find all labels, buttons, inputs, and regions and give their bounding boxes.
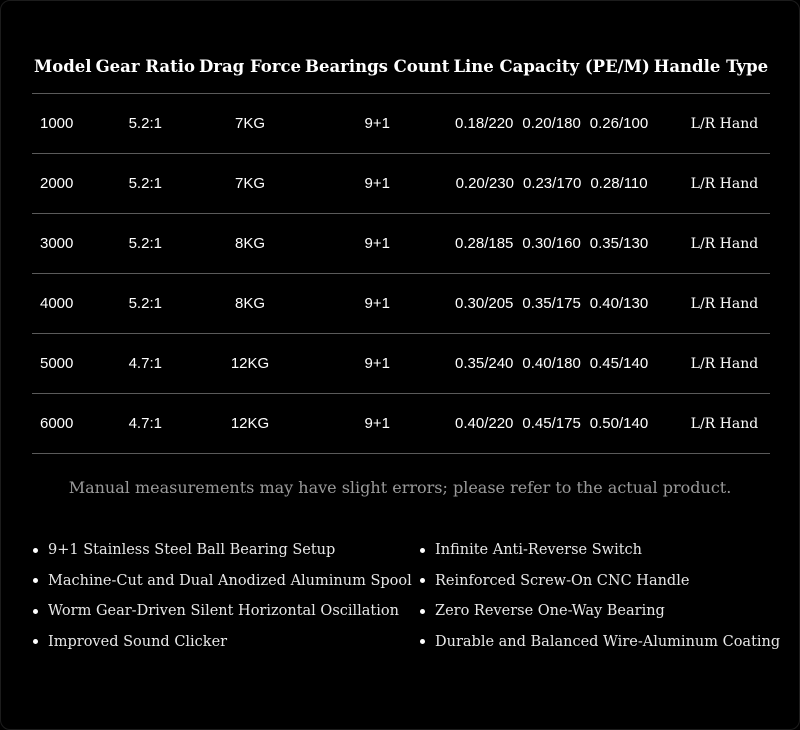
- cell-gear-ratio: 5.2:1: [94, 274, 197, 334]
- feature-text: Worm Gear-Driven Silent Horizontal Oscillation: [48, 603, 399, 620]
- cell-bearings: 9+1: [303, 274, 451, 334]
- cell-line-capacity: [451, 214, 651, 274]
- cell-bearings: 9+1: [303, 334, 451, 394]
- line-capacity-value: 0.50/140: [589, 415, 649, 432]
- feature-item: [420, 632, 780, 653]
- feature-item: [33, 632, 420, 653]
- table-row: [32, 154, 770, 214]
- line-capacity-value: 0.18/220: [455, 115, 514, 132]
- table-row: [32, 334, 770, 394]
- cell-line-capacity: [451, 334, 651, 394]
- header-bearings-count: Bearings Count: [303, 40, 451, 94]
- cell-handle-type: L/R Hand: [652, 94, 770, 154]
- cell-bearings: 9+1: [303, 214, 451, 274]
- bullet-dot-icon: [420, 578, 425, 583]
- cell-gear-ratio: 4.7:1: [94, 334, 197, 394]
- cell-drag-force: 7KG: [197, 94, 303, 154]
- cell-bearings: 9+1: [303, 154, 451, 214]
- feature-text: Machine-Cut and Dual Anodized Aluminum Spool: [48, 572, 412, 589]
- cell-line-capacity: [451, 274, 651, 334]
- header-line-capacity: Line Capacity (PE/M): [451, 40, 651, 94]
- feature-item: [33, 540, 420, 561]
- line-capacity-value: 0.45/140: [589, 355, 649, 372]
- cell-drag-force: 12KG: [197, 394, 303, 454]
- feature-text: Reinforced Screw-On CNC Handle: [435, 572, 690, 589]
- feature-text: 9+1 Stainless Steel Ball Bearing Setup: [48, 542, 336, 559]
- feature-list: [33, 540, 783, 652]
- cell-handle-type: L/R Hand: [652, 394, 770, 454]
- cell-gear-ratio: 5.2:1: [94, 214, 197, 274]
- table-row: [32, 274, 770, 334]
- line-capacity-value: 0.26/100: [589, 115, 649, 132]
- cell-bearings: 9+1: [303, 94, 451, 154]
- cell-handle-type: L/R Hand: [652, 214, 770, 274]
- bullet-dot-icon: [33, 639, 38, 644]
- cell-model: 5000: [32, 334, 94, 394]
- bullet-dot-icon: [420, 639, 425, 644]
- cell-drag-force: 8KG: [197, 274, 303, 334]
- feature-text: Zero Reverse One-Way Bearing: [435, 603, 665, 620]
- feature-text: Improved Sound Clicker: [48, 633, 228, 650]
- line-capacity-value: 0.40/180: [522, 355, 581, 372]
- cell-handle-type: L/R Hand: [652, 334, 770, 394]
- line-capacity-value: 0.40/130: [589, 295, 649, 312]
- feature-item: [420, 571, 780, 592]
- cell-drag-force: 8KG: [197, 214, 303, 274]
- feature-item: [33, 601, 420, 622]
- cell-drag-force: 7KG: [197, 154, 303, 214]
- bullet-dot-icon: [33, 548, 38, 553]
- cell-model: 3000: [32, 214, 94, 274]
- line-capacity-value: 0.30/205: [455, 295, 514, 312]
- cell-model: 1000: [32, 94, 94, 154]
- bullet-dot-icon: [420, 609, 425, 614]
- cell-model: 6000: [32, 394, 94, 454]
- line-capacity-value: 0.23/170: [522, 175, 582, 192]
- line-capacity-value: 0.20/180: [522, 115, 581, 132]
- bullet-dot-icon: [33, 609, 38, 614]
- line-capacity-value: 0.35/175: [522, 295, 581, 312]
- header-row: [32, 40, 770, 94]
- line-capacity-value: 0.28/110: [590, 175, 648, 192]
- spec-table: [32, 40, 770, 454]
- line-capacity-value: 0.35/130: [589, 235, 649, 252]
- cell-model: 4000: [32, 274, 94, 334]
- feature-item: [420, 601, 780, 622]
- feature-item: [33, 571, 420, 592]
- line-capacity-value: 0.45/175: [522, 415, 581, 432]
- feature-item: [420, 540, 780, 561]
- table-row: [32, 214, 770, 274]
- line-capacity-value: 0.28/185: [455, 235, 514, 252]
- table-row: [32, 394, 770, 454]
- cell-gear-ratio: 5.2:1: [94, 94, 197, 154]
- cell-gear-ratio: 4.7:1: [94, 394, 197, 454]
- feature-text: Durable and Balanced Wire-Aluminum Coating: [435, 633, 781, 650]
- disclaimer-note: Manual measurements may have slight errors; please refer to the actual product.: [68, 478, 732, 497]
- cell-handle-type: L/R Hand: [652, 154, 770, 214]
- feature-text: Infinite Anti-Reverse Switch: [435, 542, 643, 559]
- header-model: Model: [32, 40, 94, 94]
- cell-model: 2000: [32, 154, 94, 214]
- bullet-dot-icon: [420, 548, 425, 553]
- cell-handle-type: L/R Hand: [652, 274, 770, 334]
- bullet-dot-icon: [33, 578, 38, 583]
- line-capacity-value: 0.35/240: [455, 355, 514, 372]
- cell-line-capacity: [451, 94, 651, 154]
- header-gear-ratio: Gear Ratio: [94, 40, 197, 94]
- line-capacity-value: 0.30/160: [522, 235, 581, 252]
- header-handle-type: Handle Type: [652, 40, 770, 94]
- cell-bearings: 9+1: [303, 394, 451, 454]
- cell-line-capacity: [451, 154, 651, 214]
- cell-line-capacity: [451, 394, 651, 454]
- line-capacity-value: 0.20/230: [455, 175, 514, 192]
- table-row: [32, 94, 770, 154]
- cell-drag-force: 12KG: [197, 334, 303, 394]
- line-capacity-value: 0.40/220: [455, 415, 514, 432]
- cell-gear-ratio: 5.2:1: [94, 154, 197, 214]
- header-drag-force: Drag Force: [197, 40, 303, 94]
